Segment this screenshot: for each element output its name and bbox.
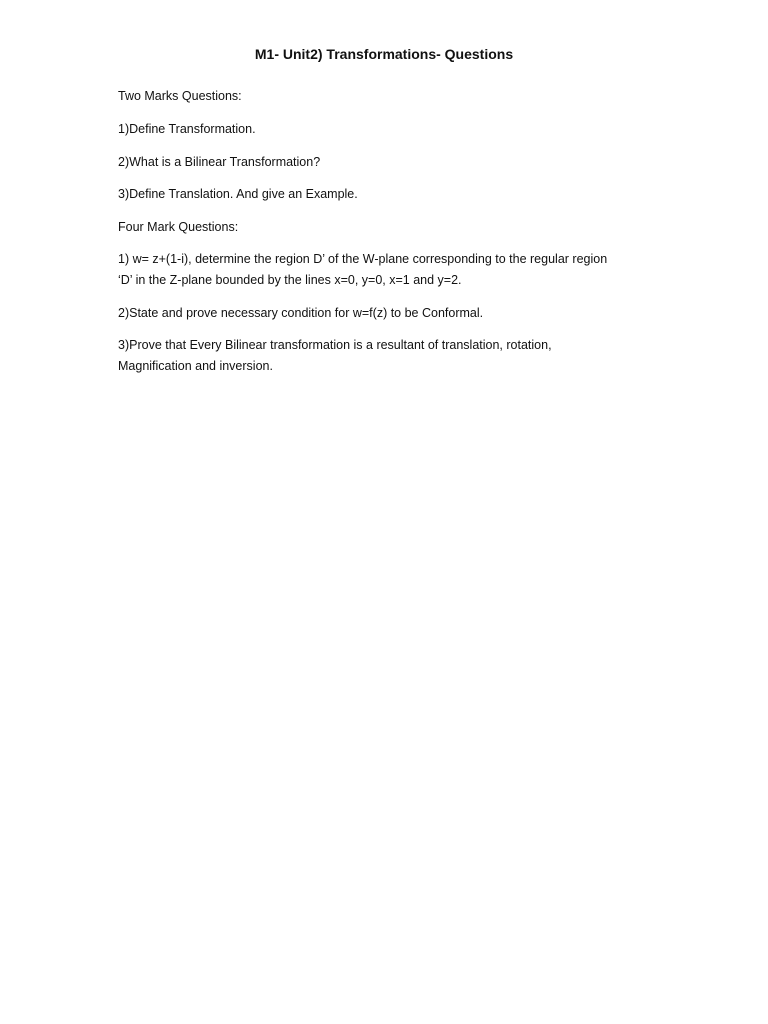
two-marks-question-1: 1)Define Transformation. xyxy=(118,122,256,136)
four-marks-question-3-text: 3)Prove that Every Bilinear transformation is a resultant of translation, rotation, Magnification and inversion. xyxy=(118,338,552,373)
document-title: M1- Unit2) Transformations- Questions xyxy=(254,46,514,62)
four-marks-question-3 xyxy=(118,335,648,377)
four-marks-question-2: 2)State and prove necessary condition for w=f(z) to be Conformal. xyxy=(118,306,484,320)
four-marks-question-1-text: 1) w= z+(1-i), determine the region D’ of the W-plane corresponding to the regular region ‘D’ in the Z-plane bounded by the lines x=0, y=0, x=1 and y=2. xyxy=(118,252,608,287)
four-marks-question-1 xyxy=(118,249,648,291)
two-marks-question-2: 2)What is a Bilinear Transformation? xyxy=(118,155,321,169)
two-marks-heading: Two Marks Questions: xyxy=(118,89,242,103)
four-marks-heading: Four Mark Questions: xyxy=(118,220,239,234)
two-marks-question-3: 3)Define Translation. And give an Example. xyxy=(118,187,358,201)
